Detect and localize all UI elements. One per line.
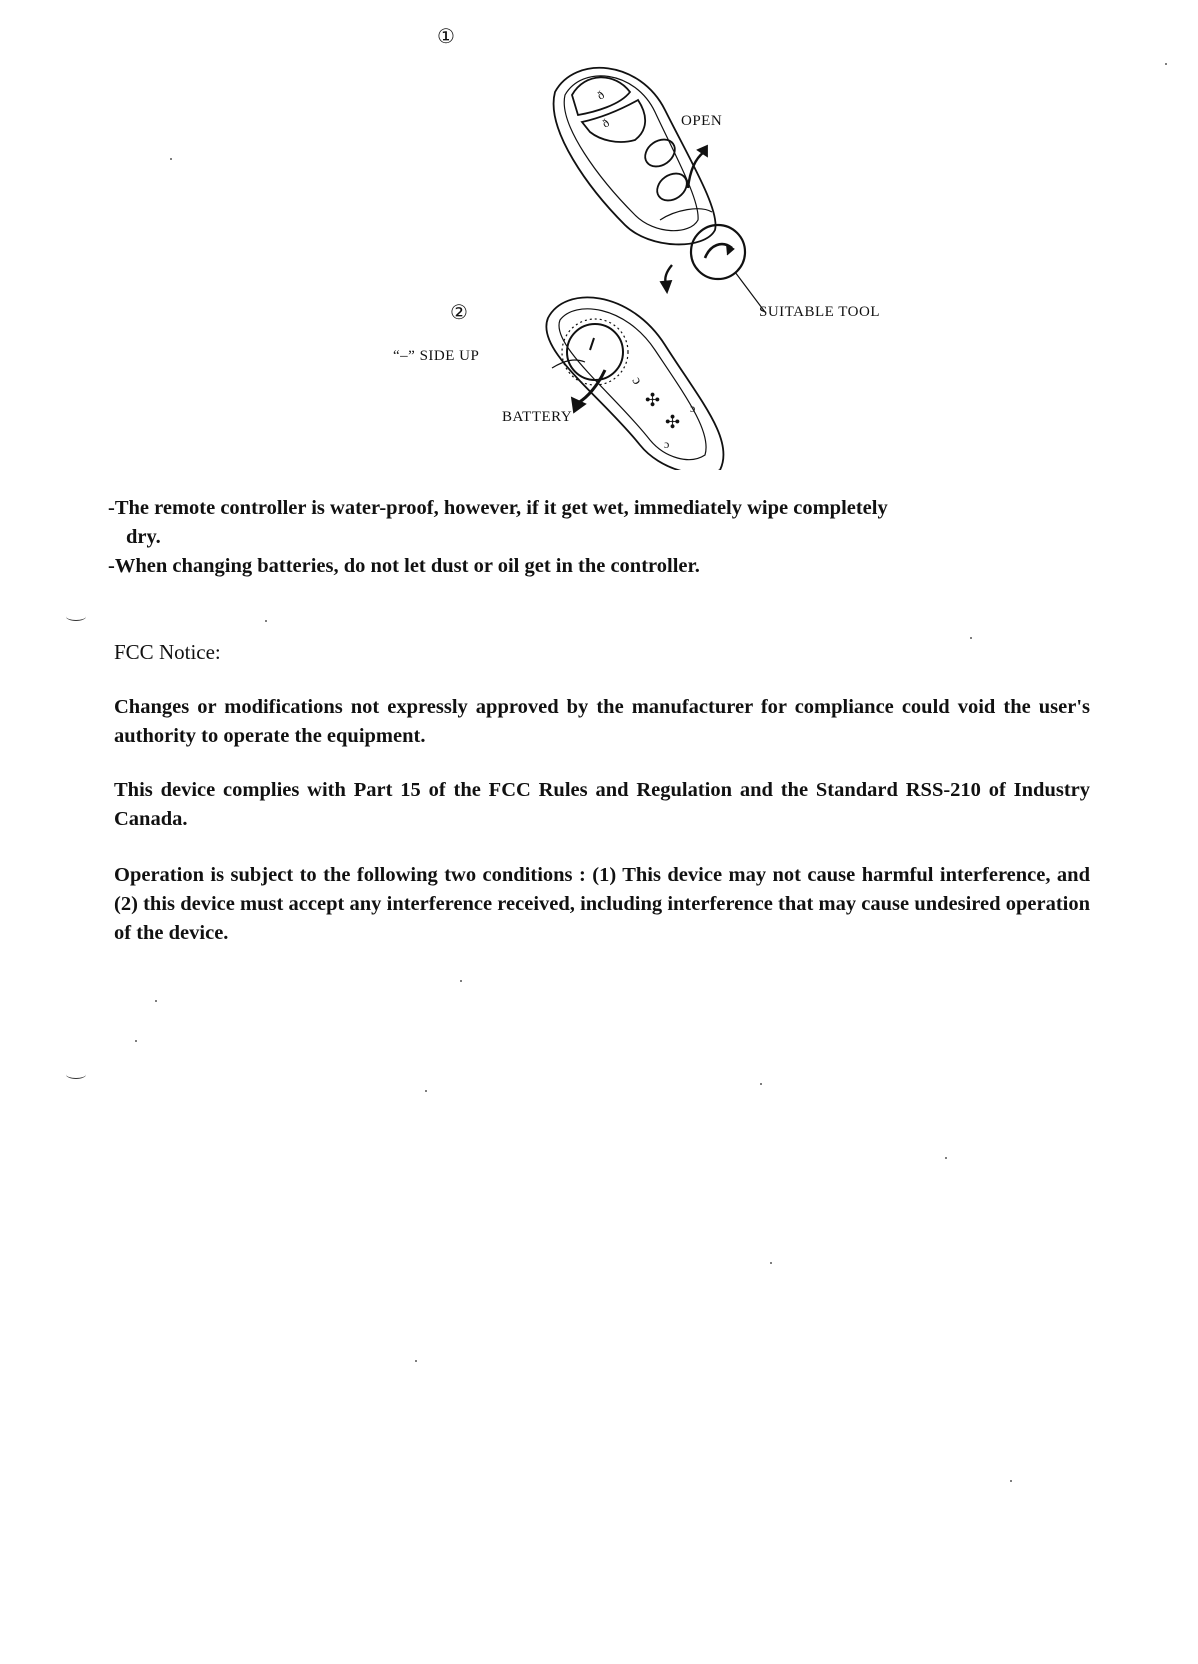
svg-text:✣: ✣: [645, 390, 661, 410]
svg-text:ɔ: ɔ: [628, 374, 645, 388]
step-two-marker: ②: [450, 302, 468, 324]
remote-diagram-illustration: [0, 0, 1198, 470]
suitable-tool-label: SUITABLE TOOL: [759, 304, 880, 320]
svg-text:ɔ: ɔ: [690, 401, 696, 415]
scan-speck: [415, 1360, 417, 1362]
scan-mark: [66, 1070, 86, 1079]
fcc-notice-heading: FCC Notice:: [114, 640, 221, 664]
scan-speck: [1010, 1480, 1012, 1482]
svg-text:ɔ: ɔ: [664, 437, 670, 451]
svg-text:ð: ð: [599, 115, 612, 131]
scan-mark: [66, 612, 86, 621]
scan-speck: [425, 1090, 427, 1092]
scan-speck: [770, 1262, 772, 1264]
side-up-label: “–” SIDE UP: [393, 348, 480, 364]
care-line-batteries: -When changing batteries, do not let dust or oil get in the controller.: [108, 555, 700, 577]
care-instructions: [108, 494, 1098, 581]
step-one-marker: ①: [437, 26, 455, 48]
scan-speck: [760, 1083, 762, 1085]
fcc-paragraph-modifications: Changes or modifications not expressly approved by the manufacturer for compliance could void the user's authority to operate the equipment.: [114, 696, 1090, 747]
scan-speck: [945, 1157, 947, 1159]
scan-speck: [970, 637, 972, 639]
scan-speck: [135, 1040, 137, 1042]
scan-speck: [265, 620, 267, 622]
scan-speck: [155, 1000, 157, 1002]
battery-label: BATTERY: [502, 409, 573, 425]
svg-text:ð: ð: [594, 87, 607, 103]
fcc-paragraph-conditions: Operation is subject to the following two conditions : (1) This device may not cause harmful interference, and (2) this device must accept any interference received, including interference that may cause undesired operation of the device.: [114, 864, 1090, 944]
remote-open-drawing: [546, 297, 723, 470]
remote-closed-drawing: [554, 68, 765, 312]
scan-speck: [1165, 63, 1167, 65]
svg-text:✣: ✣: [665, 412, 681, 432]
care-line-waterproof-continued: dry.: [126, 526, 161, 548]
care-line-waterproof: -The remote controller is water-proof, however, if it get wet, immediately wipe completely: [108, 497, 888, 519]
fcc-paragraph-compliance: This device complies with Part 15 of the FCC Rules and Regulation and the Standard RSS-210 of Industry Canada.: [114, 779, 1090, 830]
scan-speck: [460, 980, 462, 982]
battery-replacement-figure: [0, 0, 1198, 470]
scan-speck: [170, 158, 172, 160]
open-label: OPEN: [681, 113, 723, 129]
